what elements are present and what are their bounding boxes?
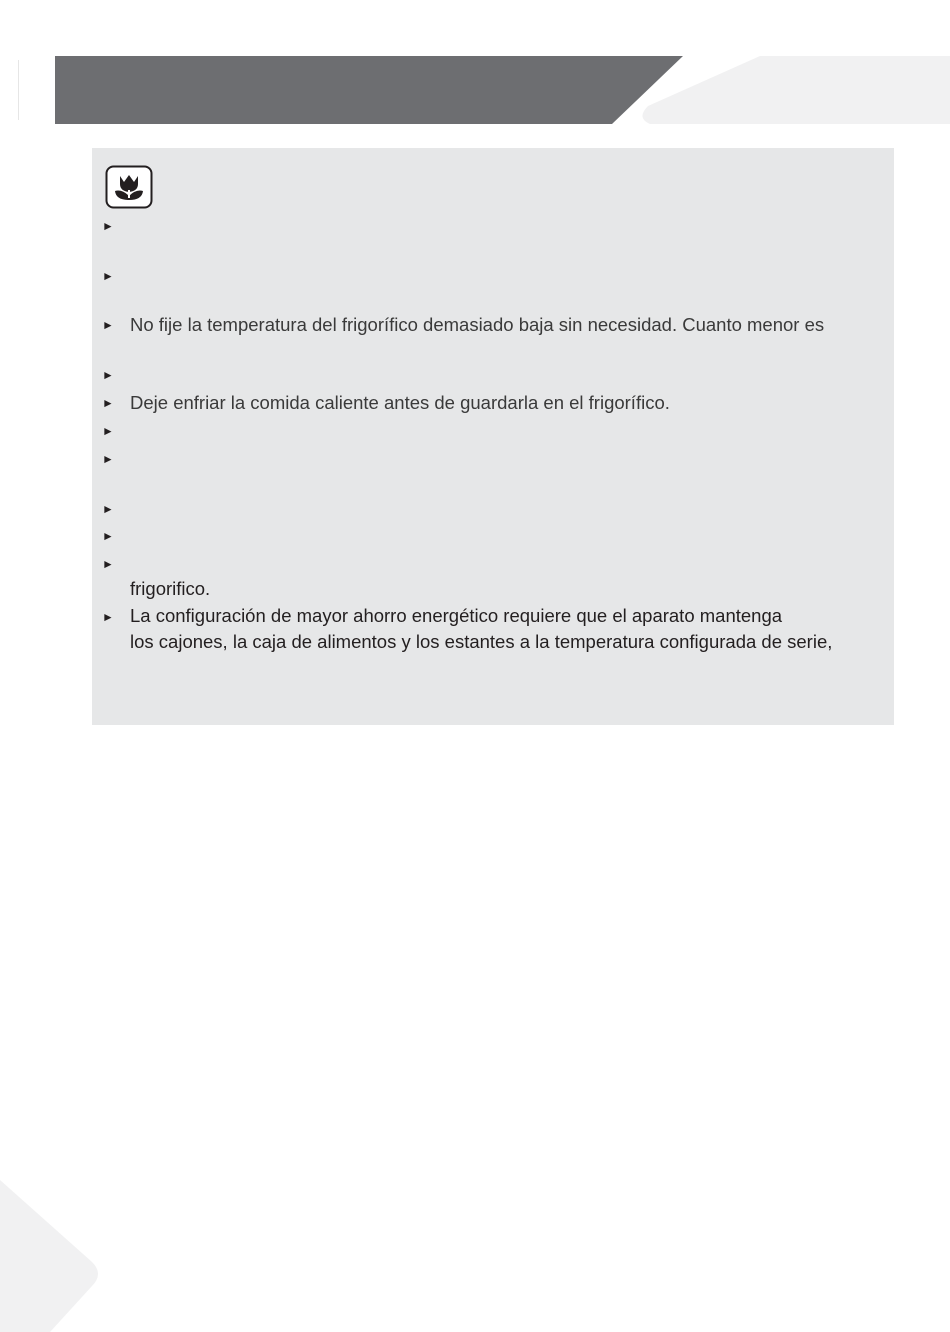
header-light-tab bbox=[642, 56, 950, 124]
bullet-icon: ► bbox=[102, 318, 114, 332]
bullet-icon: ► bbox=[102, 396, 114, 410]
tip-text-line: frigorifico. bbox=[130, 578, 211, 599]
bullet-icon: ► bbox=[102, 557, 114, 571]
bullet-icon: ► bbox=[102, 269, 114, 283]
bullet-icon: ► bbox=[102, 368, 114, 382]
header-dark-band bbox=[55, 56, 683, 124]
eco-leaf-icon bbox=[105, 165, 153, 209]
tip-text-line: No fije la temperatura del frigorífico demasiado baja sin necesidad. Cuanto menor es bbox=[130, 314, 825, 335]
bullet-icon: ► bbox=[102, 452, 114, 466]
bullet-icon: ► bbox=[102, 529, 114, 543]
bullet-icon: ► bbox=[102, 502, 114, 516]
page-corner-decoration bbox=[0, 1180, 110, 1332]
tip-text-line: La configuración de mayor ahorro energético requiere que el aparato mantenga bbox=[130, 605, 783, 626]
bullet-icon: ► bbox=[102, 219, 114, 233]
header-bar bbox=[0, 0, 950, 140]
bullet-icon: ► bbox=[102, 610, 114, 624]
bullet-icon: ► bbox=[102, 424, 114, 438]
margin-rule bbox=[18, 60, 19, 120]
tip-text-line: los cajones, la caja de alimentos y los estantes a la temperatura configurada de serie, bbox=[130, 631, 833, 652]
tip-text-line: Deje enfriar la comida caliente antes de guardarla en el frigorífico. bbox=[130, 392, 670, 413]
